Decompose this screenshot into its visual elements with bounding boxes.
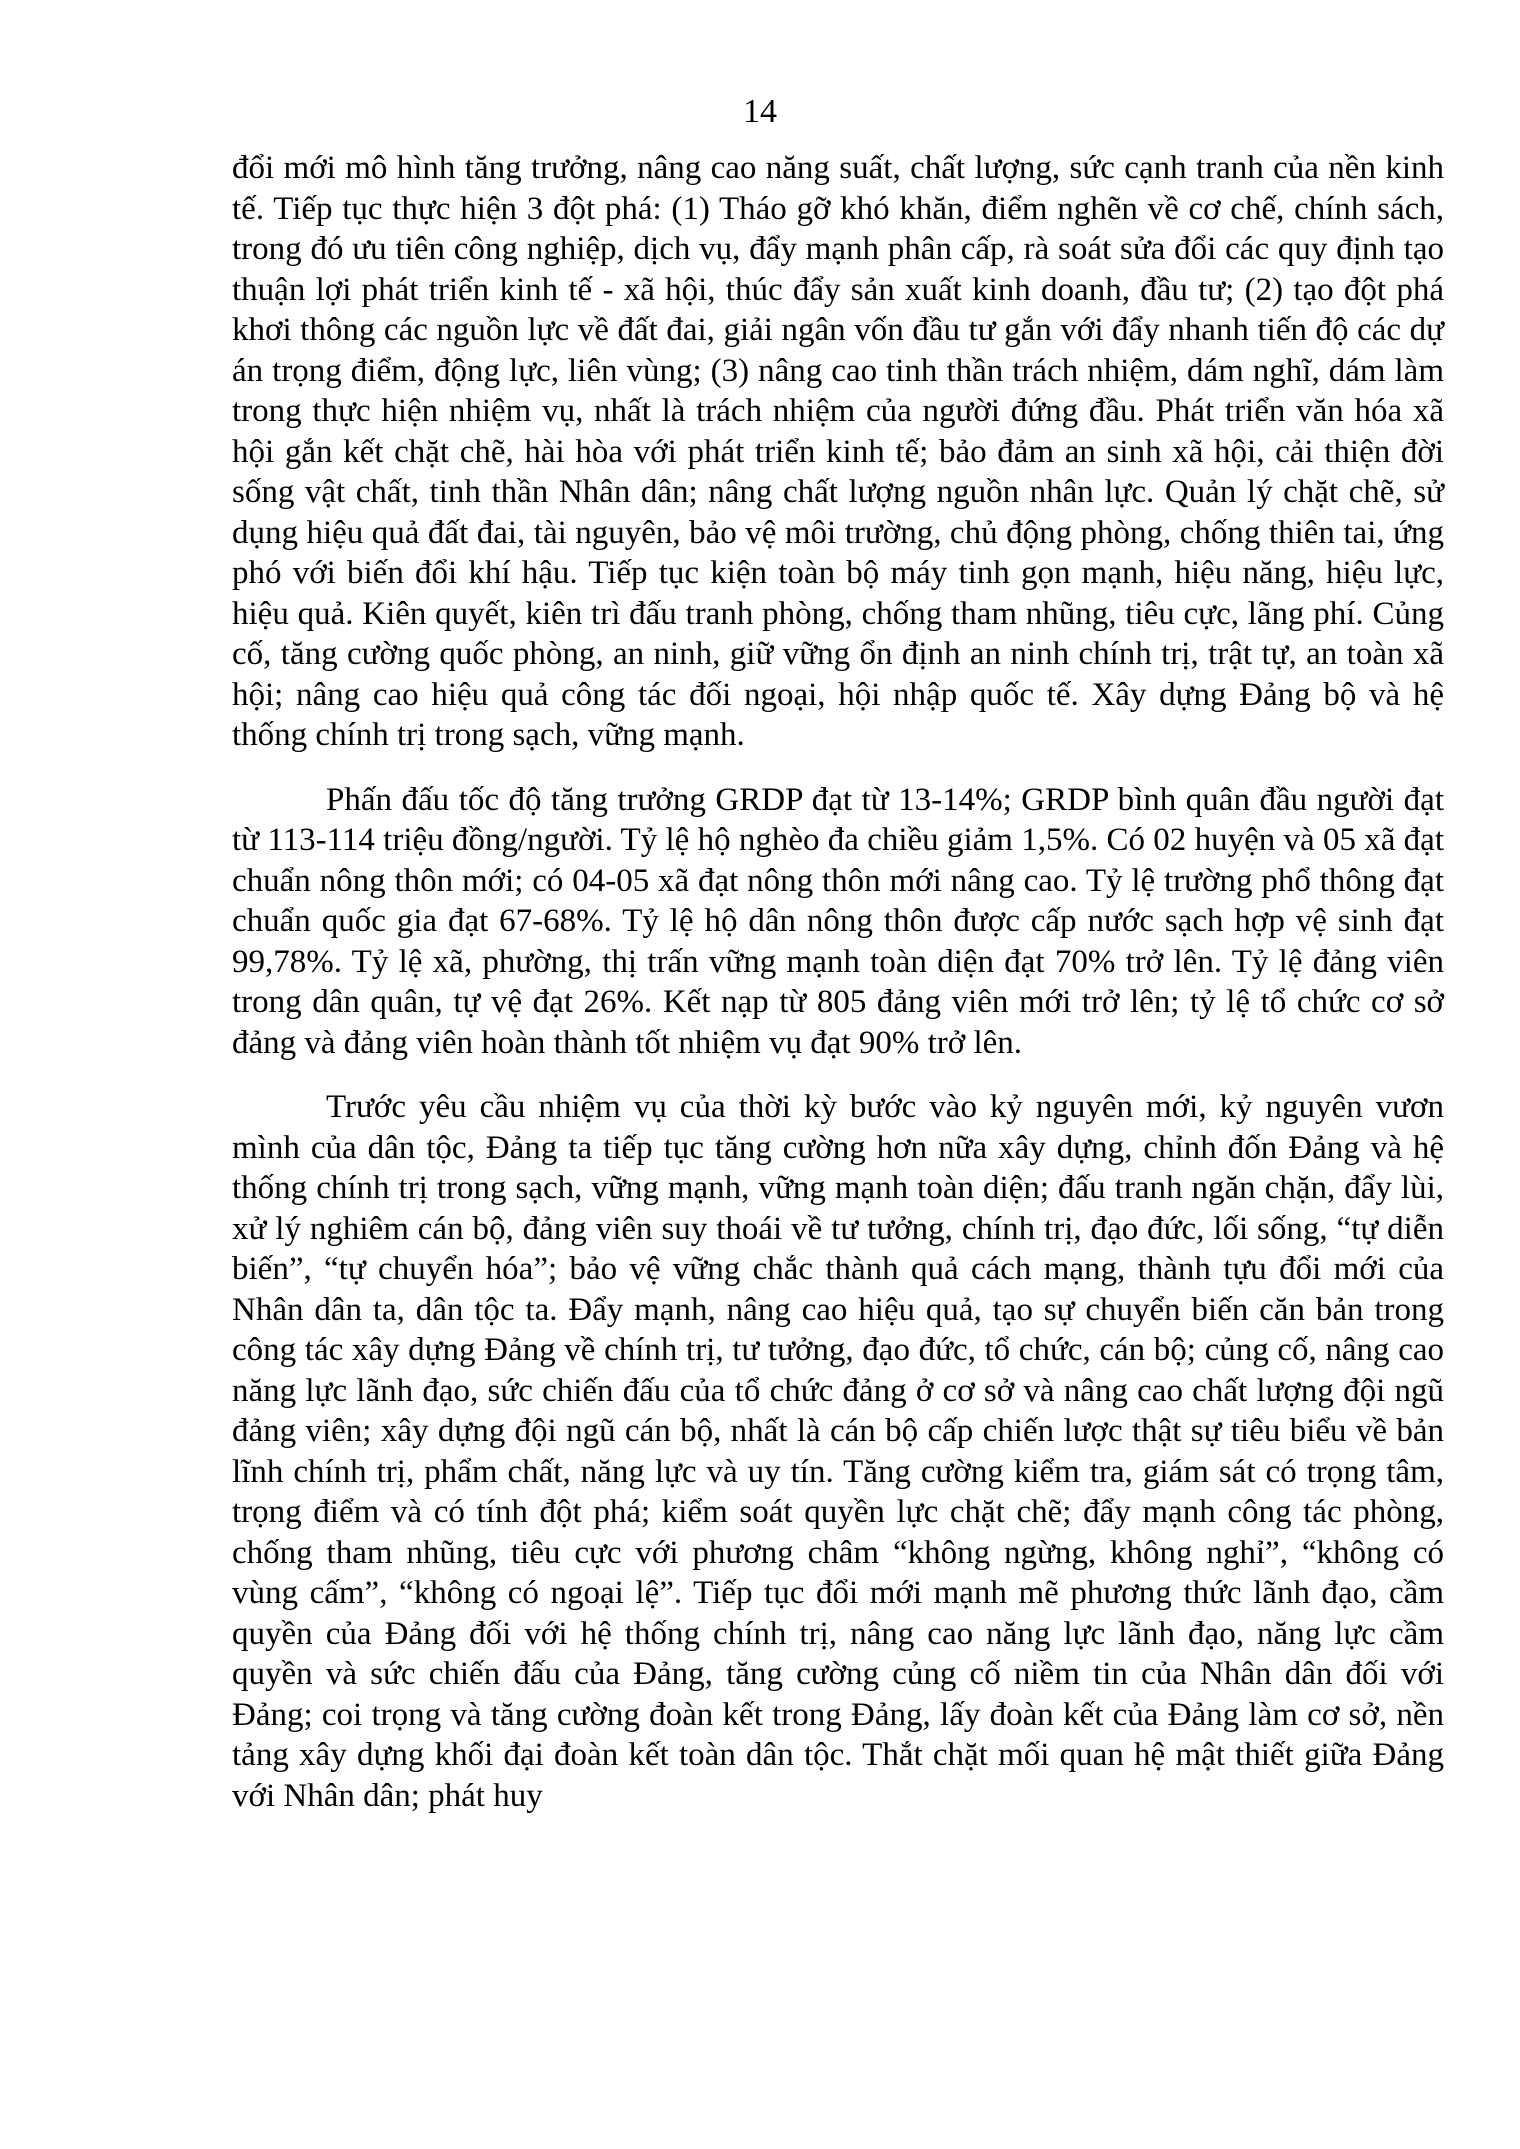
body-text	[232, 148, 1444, 1816]
page-number: 14	[743, 93, 777, 130]
paragraph-targets: Phấn đấu tốc độ tăng trưởng GRDP đạt từ 13-14%; GRDP bình quân đầu người đạt từ 113-114 triệu đồng/người. Tỷ lệ hộ nghèo đa chiều giảm 1,5%. Có 02 huyện và 05 xã đạt chuẩn nông thôn mới; có 04-05 xã đạt nông thôn mới nâng cao. Tỷ lệ trường phổ thông đạt chuẩn quốc gia đạt 67-68%. Tỷ lệ hộ dân nông thôn được cấp nước sạch hợp vệ sinh đạt 99,78%. Tỷ lệ xã, phường, thị trấn vững mạnh toàn diện đạt 70% trở lên. Tỷ lệ đảng viên trong dân quân, tự vệ đạt 26%. Kết nạp từ 805 đảng viên mới trở lên; tỷ lệ tổ chức cơ sở đảng và đảng viên hoàn thành tốt nhiệm vụ đạt 90% trở lên.	[232, 781, 1444, 1061]
paragraph-party-building: Trước yêu cầu nhiệm vụ của thời kỳ bước vào kỷ nguyên mới, kỷ nguyên vươn mình của dân tộc, Đảng ta tiếp tục tăng cường hơn nữa xây dựng, chỉnh đốn Đảng và hệ thống chính trị trong sạch, vững mạnh, vững mạnh toàn diện; đấu tranh ngăn chặn, đẩy lùi, xử lý nghiêm cán bộ, đảng viên suy thoái về tư tưởng, chính trị, đạo đức, lối sống, “tự diễn biến”, “tự chuyển hóa”; bảo vệ vững chắc thành quả cách mạng, thành tựu đổi mới của Nhân dân ta, dân tộc ta. Đẩy mạnh, nâng cao hiệu quả, tạo sự chuyển biến căn bản trong công tác xây dựng Đảng về chính trị, tư tưởng, đạo đức, tổ chức, cán bộ; củng cố, nâng cao năng lực lãnh đạo, sức chiến đấu của tổ chức đảng ở cơ sở và nâng cao chất lượng đội ngũ đảng viên; xây dựng đội ngũ cán bộ, nhất là cán bộ cấp chiến lược thật sự tiêu biểu về bản lĩnh chính trị, phẩm chất, năng lực và uy tín. Tăng cường kiểm tra, giám sát có trọng tâm, trọng điểm và có tính đột phá; kiểm soát quyền lực chặt chẽ; đẩy mạnh công tác phòng, chống tham nhũng, tiêu cực với phương châm “không ngừng, không nghỉ”, “không có vùng cấm”, “không có ngoại lệ”. Tiếp tục đổi mới mạnh mẽ phương thức lãnh đạo, cầm quyền của Đảng đối với hệ thống chính trị, nâng cao năng lực lãnh đạo, năng lực cầm quyền và sức chiến đấu của Đảng, tăng cường củng cố niềm tin của Nhân dân đối với Đảng; coi trọng và tăng cường đoàn kết trong Đảng, lấy đoàn kết của Đảng làm cơ sở, nền tảng xây dựng khối đại đoàn kết toàn dân tộc. Thắt chặt mối quan hệ mật thiết giữa Đảng với Nhân dân; phát huy	[232, 1089, 1444, 1814]
paragraph-continued: đổi mới mô hình tăng trưởng, nâng cao năng suất, chất lượng, sức cạnh tranh của nền kinh tế. Tiếp tục thực hiện 3 đột phá: (1) Tháo gỡ khó khăn, điểm nghẽn về cơ chế, chính sách, trong đó ưu tiên công nghiệp, dịch vụ, đẩy mạnh phân cấp, rà soát sửa đổi các quy định tạo thuận lợi phát triển kinh tế - xã hội, thúc đẩy sản xuất kinh doanh, đầu tư; (2) tạo đột phá khơi thông các nguồn lực về đất đai, giải ngân vốn đầu tư gắn với đẩy nhanh tiến độ các dự án trọng điểm, động lực, liên vùng; (3) nâng cao tinh thần trách nhiệm, dám nghĩ, dám làm trong thực hiện nhiệm vụ, nhất là trách nhiệm của người đứng đầu. Phát triển văn hóa xã hội gắn kết chặt chẽ, hài hòa với phát triển kinh tế; bảo đảm an sinh xã hội, cải thiện đời sống vật chất, tinh thần Nhân dân; nâng chất lượng nguồn nhân lực. Quản lý chặt chẽ, sử dụng hiệu quả đất đai, tài nguyên, bảo vệ môi trường, chủ động phòng, chống thiên tai, ứng phó với biến đổi khí hậu. Tiếp tục kiện toàn bộ máy tinh gọn mạnh, hiệu năng, hiệu lực, hiệu quả. Kiên quyết, kiên trì đấu tranh phòng, chống tham nhũng, tiêu cực, lãng phí. Củng cố, tăng cường quốc phòng, an ninh, giữ vững ổn định an ninh chính trị, trật tự, an toàn xã hội; nâng cao hiệu quả công tác đối ngoại, hội nhập quốc tế. Xây dựng Đảng bộ và hệ thống chính trị trong sạch, vững mạnh.	[232, 150, 1444, 753]
